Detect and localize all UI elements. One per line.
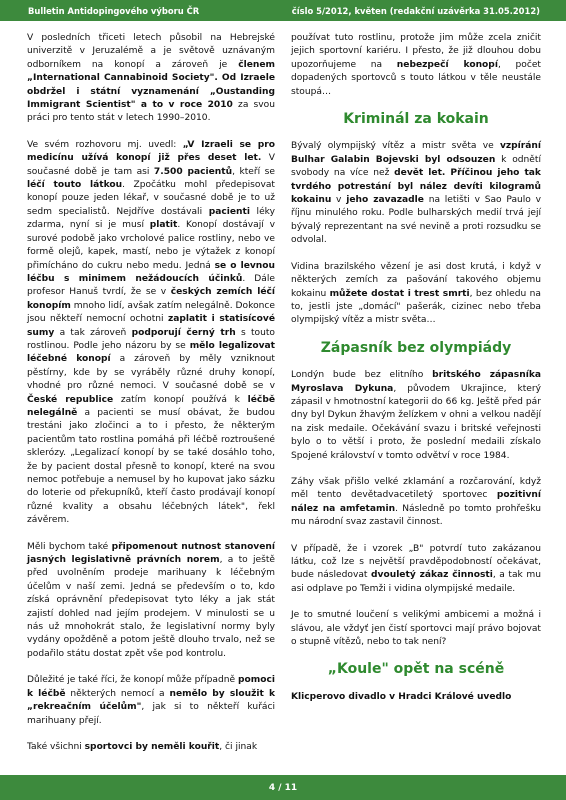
- heading-wrestler: Zápasník bez olympiády: [320, 339, 512, 356]
- emphasis-text: podporují černý trh: [131, 327, 236, 338]
- body-text: a pacienti se musí obávat, že budou trestáni jako zločinci a to i přesto, že některým pacientům tato rostlina pomáhá při léčbě roztroušené sklerózy. „Legalizací konopí by se také dosáhlo toho, že by pacient dostal přesně to konopí, které na svou nemoc potřebuje a nemusel by ho kupovat jako sázku do loterie od překupníků, kteří často prodávají konopí různé kvality a obsahu léčebných látek", řekl závěrem.: [27, 407, 275, 526]
- heading-koule: „Koule" opět na scéně: [327, 661, 505, 678]
- emphasis-text: dvouletý zákaz činnosti: [371, 570, 493, 581]
- paragraph-recreation: [27, 674, 275, 728]
- body-text: některých nemocí a: [65, 688, 170, 699]
- paragraph-amphetamine: [291, 476, 541, 530]
- emphasis-text: mělo legalizovat léčebné konopí: [27, 340, 276, 365]
- emphasis-text: devět let. Příčinou jeho tak tvrdého potrestání byl nález devíti kilogramů kokainu: [291, 168, 541, 206]
- emphasis-text: pomoci k léčbě: [27, 675, 275, 699]
- body-text: . Zpočátku mohl předepisovat konopí pouze jeden lékař, v současné době je to už sedm specialistů. Nejdříve dostávali: [27, 180, 276, 217]
- emphasis-text: můžete dostat i trest smrti: [329, 288, 470, 299]
- emphasis-text: českých zemích léčí konopím: [27, 287, 276, 311]
- body-text: , původem Ukrajince, který zápasil v hmotnostní kategorii do 66 kg. Ještě před pár dny byl Dykun žhavým želízkem v ohni a velkou nadějí na zisk medaile. Očekávání svazu i britské veřejnosti bylo o to větší i proto, že poslední medaili získalo Spojené království v tomto odvětví v roce 1984.: [291, 383, 541, 461]
- body-text: , a tak mu asi odplave po Temži i vidina olympijské medaile.: [291, 570, 541, 594]
- body-text: , jak si to někteří kuřáci marihuany přejí.: [27, 702, 275, 726]
- emphasis-text: se o levnou léčbu s minimem nežádoucích účinků: [27, 260, 275, 284]
- body-text: . Dále profesor Hanuš tvrdí, že se v: [27, 273, 275, 298]
- body-text: , či jinak: [219, 741, 258, 752]
- paragraph-dykun: [291, 369, 541, 463]
- emphasis-text: britského zápasníka Myroslava Dykuna: [291, 370, 541, 394]
- body-text: V případě, že i vzorek „B" potvrdí tuto zakázanou látku, což lze s největší pravděpodobností očekávat, bude následovat: [291, 543, 541, 581]
- body-text: Je to smutné loučení s velikými ambicemi a možná i slávou, ale vždyť jen čistí sportovci mají právo bojovat o stupně vítězů, nebo to tak není?: [291, 610, 541, 648]
- body-text: k odnětí svobody na více než: [291, 154, 541, 179]
- body-text: Bývalý olympijský vítěz a mistr světa ve: [291, 141, 500, 152]
- emphasis-text: „V Izraeli se pro medicínu užívá konopí již přes deset let.: [27, 139, 276, 164]
- emphasis-text: platit: [149, 220, 178, 231]
- paragraph-prison: [291, 261, 541, 328]
- body-text: . Konopí dostávají v surové podobě jako vrcholové palice rostliny, nebo ve formě olejů, kapek, mastí, nebo je výtažek z konopí přimícháno do cukru nebo medu. Jedná: [27, 220, 275, 271]
- body-text: mnoho lidí, avšak zatím nelegálně. Dokonce jsou někteří nemocní ochotni: [27, 300, 275, 325]
- emphasis-text: sportovci by neměli kouřit: [84, 741, 220, 752]
- body-text: Také všichni: [27, 741, 85, 752]
- body-text: Ve svém rozhovoru mj. uvedl:: [27, 139, 183, 150]
- body-text: zatím konopí používá k: [113, 394, 248, 405]
- body-text: v: [331, 195, 347, 206]
- emphasis-text: České republice: [27, 394, 114, 405]
- paragraph-bojevski: [291, 140, 541, 247]
- body-text: léky zdarma, nyní si je musí: [27, 206, 275, 231]
- body-text: s touto rostlinou. Podle jeho názoru by se: [27, 327, 275, 351]
- emphasis-text: vzpírání Bulhar Galabin Bojevski byl odsouzen: [291, 141, 541, 165]
- page-header: [0, 0, 566, 21]
- page-number: 4 / 11: [268, 782, 298, 793]
- body-text: Důležité je také říci, že konopí může případně: [27, 675, 238, 686]
- emphasis-text: 7.500 pacientů: [153, 166, 233, 177]
- body-text: V současné době je tam asi: [27, 153, 275, 177]
- emphasis-text: nemělo by sloužit k „rekreačním účelům": [27, 688, 275, 713]
- emphasis-text: členem „International Cannabinoid Society". Od Izraele obdržel i státní vyznamenání „Oustanding Immigrant Scientist" a to v roce 2010: [27, 59, 275, 111]
- paragraph-interview: [27, 139, 275, 528]
- paragraph-legislation: [27, 541, 275, 662]
- paragraph-athletes: [27, 741, 275, 754]
- bulletin-title: Bulletin Antidopingového výboru ČR: [28, 5, 200, 16]
- body-text: Londýn bude bez elitního: [291, 370, 433, 381]
- page-footer: [0, 775, 566, 800]
- body-text: V posledních třiceti letech působil na Hebrejské univerzitě v Jeruzalémě a je světově uznávaným odborníkem na konopí a zároveň je: [27, 33, 275, 70]
- paragraph-farewell: [291, 609, 541, 649]
- emphasis-text: jeho zavazadle: [346, 195, 424, 206]
- paragraph-cannabis-danger: [291, 32, 541, 99]
- body-text: a zároveň by měly vzniknout pěstírny, kde by se vyráběly různé druhy konopí, vhodné pro různé nemoci. V současné době se v: [27, 354, 275, 392]
- body-text: za svou práci pro tento stát v letech 1990–2010.: [27, 100, 275, 124]
- body-text: používat tuto rostlinu, protože jim může zcela zničit jejich sportovní kariéru. I přesto, že již dlouhou dobu upozorňujeme na: [291, 33, 541, 70]
- emphasis-text: Klicperovo divadlo v Hradci Králové uvedlo: [291, 691, 512, 702]
- body-text: Měli bychom také: [27, 541, 112, 552]
- emphasis-text: zaplatit i statisícové sumy: [27, 314, 275, 338]
- paragraph-sample-b: [291, 543, 541, 597]
- heading-crime: Kriminál za kokain: [343, 111, 489, 128]
- emphasis-text: nebezpečí konopí: [396, 59, 498, 70]
- body-text: , kteří se: [232, 166, 275, 177]
- paragraph-theatre: [291, 691, 541, 704]
- body-text: Záhy však přišlo velké zklamání a rozčarování, když měl tento devětadvacetiletý sportovec: [291, 476, 541, 501]
- body-text: , a to ještě před uvolněním prodeje marihuany k léčebným účelům v naší zemi. Jedná se především o to, kdo získá oprávnění předepisovat tyto léky a jak stát zajistí dohled nad jejím prodejem. V minulosti se u nás už mnohokrát stalo, že legislativní normy byly vydány opožděně a potom ještě dlouho trvalo, než se podařilo státu dostat zpět vše pod kontrolu.: [27, 555, 275, 659]
- body-text: na letišti v Sao Paulo v říjnu minulého roku. Podle bulharských medií trvá její bývalý reprezentant na své nevině a proti rozsudku se odvolal.: [291, 195, 541, 246]
- body-text: Vidina brazilského vězení je asi dost krutá, i když v některých zemích za pašování takového objemu kokainu: [291, 261, 541, 299]
- emphasis-text: připomenout nutnost stanovení jasných legislativně právních norem: [27, 541, 275, 566]
- right-column: [291, 32, 541, 717]
- emphasis-text: léčbě nelegálně: [27, 394, 275, 418]
- emphasis-text: pozitivní nález na amfetamin: [291, 490, 541, 514]
- emphasis-text: pacienti: [208, 206, 250, 217]
- left-column: [27, 32, 275, 767]
- body-text: a tak zároveň: [54, 327, 132, 338]
- paragraph-hanus-bio: [27, 32, 275, 126]
- emphasis-text: léčí touto látkou: [27, 180, 123, 191]
- body-text: . Následně po tomto prohřešku mu národní svaz zastavil činnost.: [291, 503, 542, 528]
- issue-info: číslo 5/2012, květen (redakční uzávěrka 31.05.2012): [291, 5, 540, 16]
- body-text: , bez ohledu na to, jestli jste „domácí" pašerák, cizinec nebo třeba olympijský vítěz a mistr světa…: [291, 288, 541, 326]
- body-text: , počet dopadených sportovců s touto látkou v těle neustále stoupá…: [291, 59, 541, 97]
